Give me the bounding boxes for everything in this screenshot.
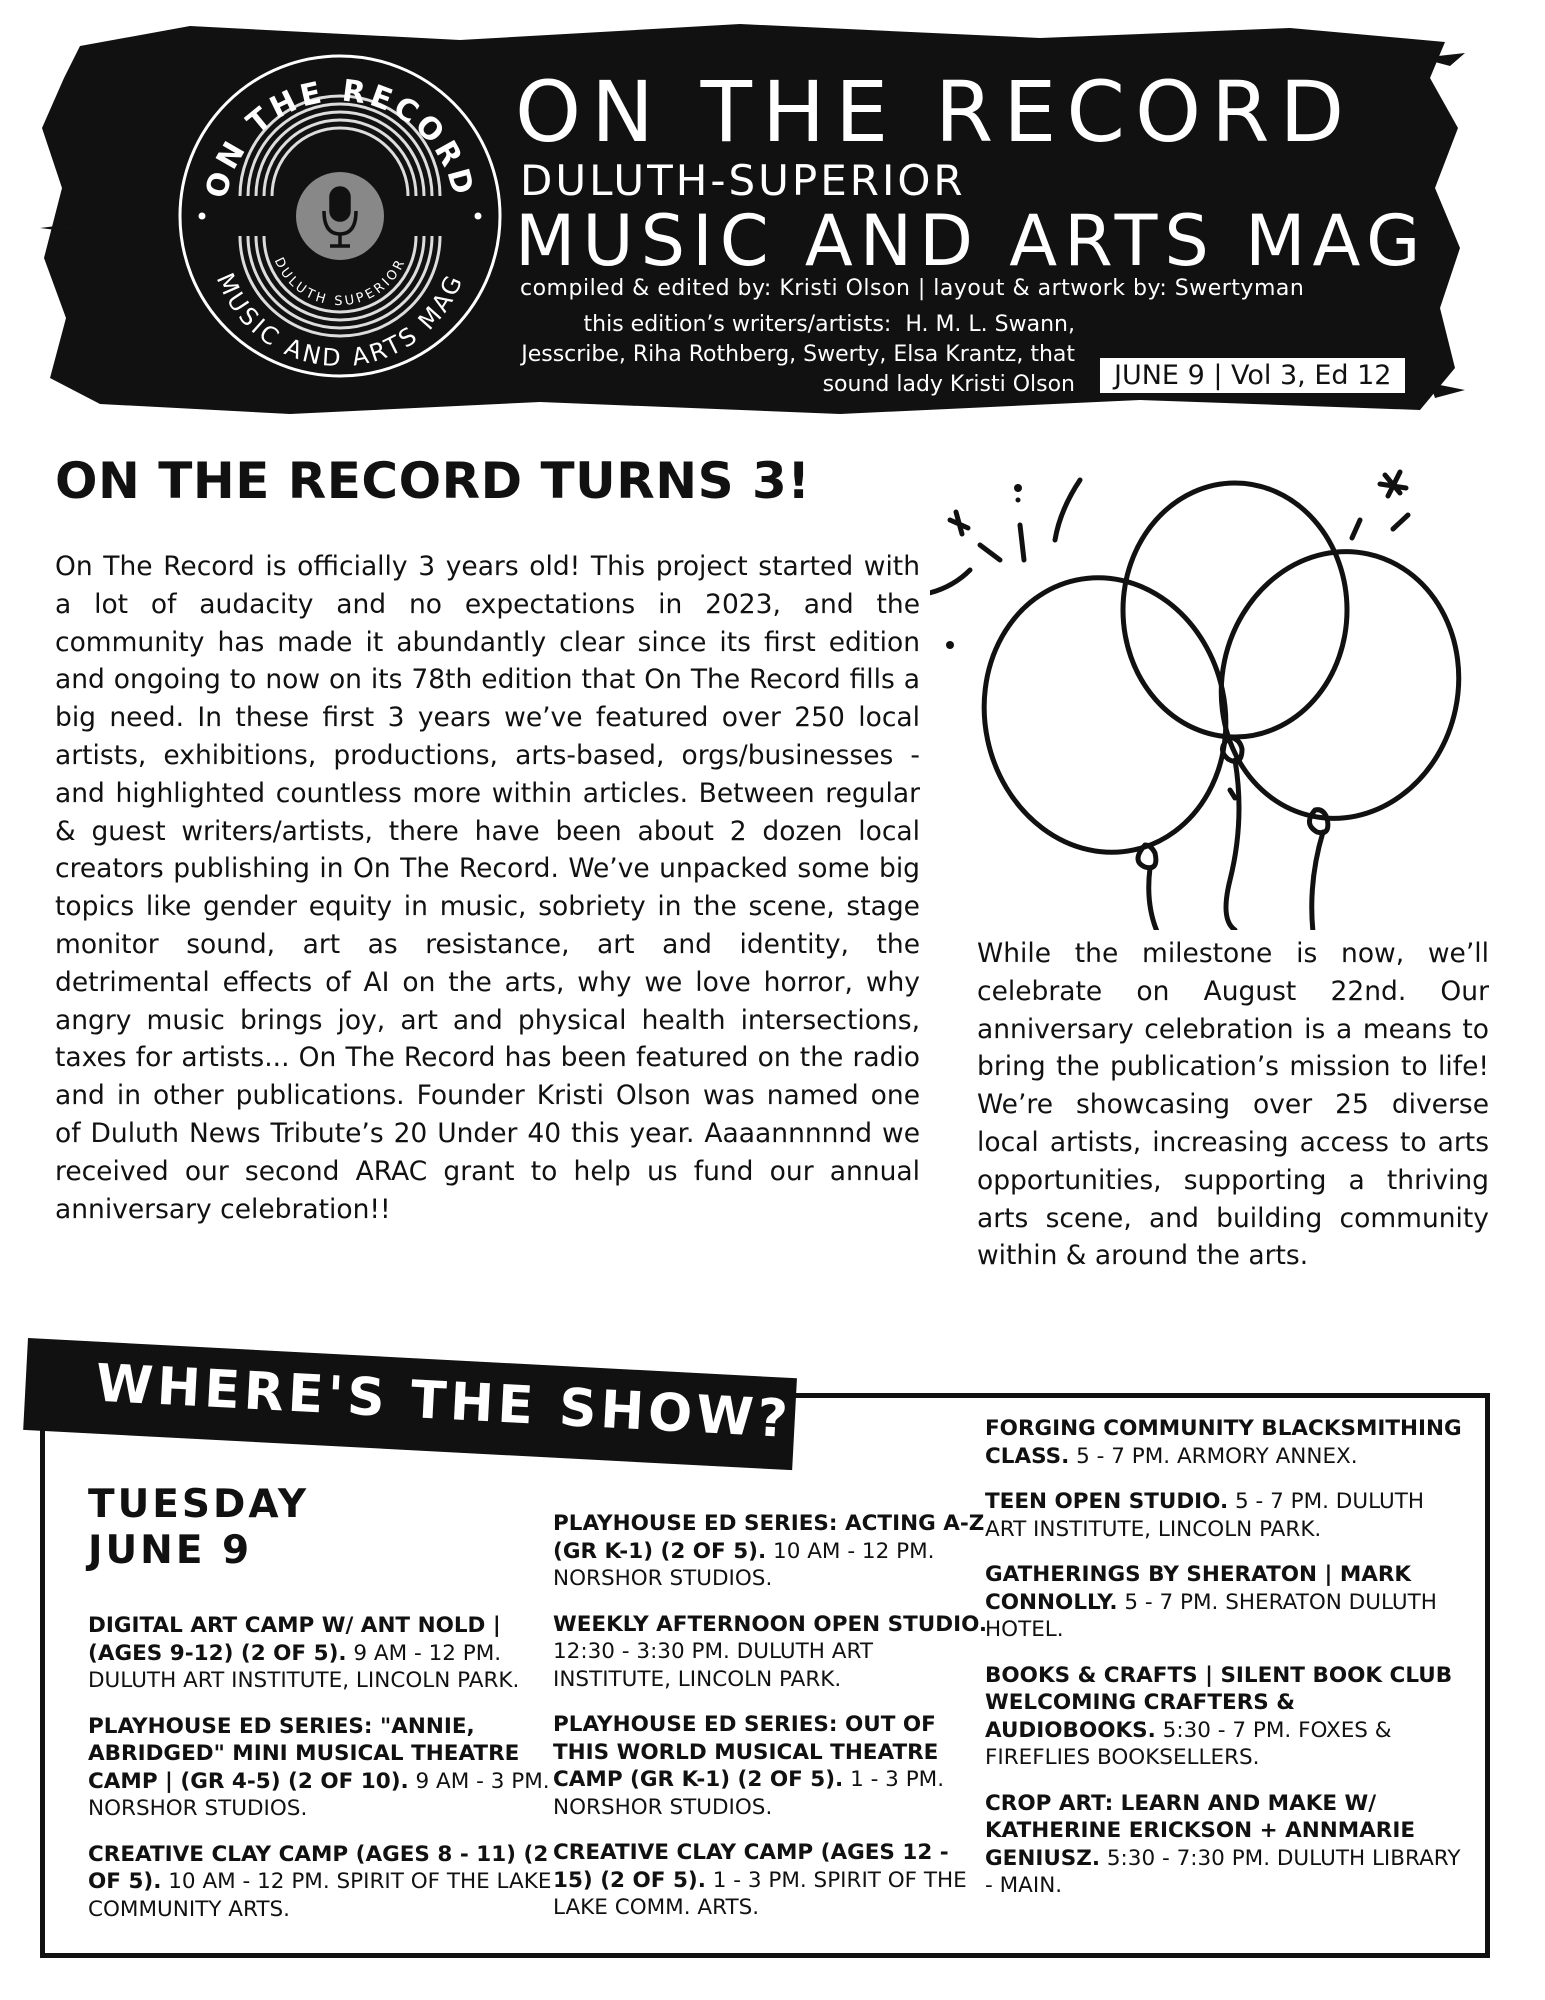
- events-date-heading: [88, 1482, 309, 1574]
- event-details: 10 AM - 12 PM. SPIRIT OF THE LAKE COMMUNITY ARTS.: [88, 1869, 552, 1922]
- event-item: [88, 1612, 558, 1695]
- masthead-mag-title: MUSIC AND ARTS MAG: [515, 200, 1428, 282]
- event-title: PLAYHOUSE ED SERIES: "ANNIE, ABRIDGED" MINI MUSICAL THEATRE CAMP | (GR 4-5) (2 OF 10).: [88, 1713, 520, 1794]
- event-item: [88, 1841, 558, 1924]
- event-title: PLAYHOUSE ED SERIES: OUT OF THIS WORLD MUSICAL THEATRE CAMP (GR K-1) (2 OF 5).: [553, 1712, 939, 1792]
- event-item: [553, 1711, 993, 1821]
- svg-text:MUSIC AND ARTS MAG: MUSIC AND ARTS MAG: [210, 268, 470, 373]
- events-column-2: [553, 1510, 993, 1940]
- masthead-writers: [520, 310, 1075, 400]
- logo-record-icon: [170, 46, 510, 386]
- event-item: [985, 1561, 1465, 1644]
- event-details: 5 - 7 PM. SHERATON DULUTH HOTEL.: [985, 1589, 1437, 1642]
- event-details: 9 AM - 12 PM. DULUTH ART INSTITUTE, LINCOLN PARK.: [88, 1640, 520, 1693]
- events-column-3: [985, 1415, 1465, 1918]
- events-date: JUNE 9: [88, 1528, 253, 1573]
- event-item: [985, 1488, 1465, 1543]
- masthead-credits: compiled & edited by: Kristi Olson | layout & artwork by: Swertyman: [520, 276, 1305, 301]
- event-title: PLAYHOUSE ED SERIES: ACTING A-Z (GR K-1) (2 OF 5).: [553, 1511, 985, 1564]
- event-item: [985, 1662, 1465, 1772]
- event-item: [553, 1839, 993, 1922]
- event-details: 5:30 - 7 PM. FOXES & FIREFLIES BOOKSELLERS.: [985, 1717, 1392, 1770]
- event-item: [985, 1790, 1465, 1900]
- event-details: 12:30 - 3:30 PM. DULUTH ART INSTITUTE, LINCOLN PARK.: [553, 1639, 873, 1692]
- writers-label: this edition’s writers/artists:: [583, 312, 892, 337]
- event-title: GATHERINGS BY SHERATON | MARK CONNOLLY.: [985, 1562, 1412, 1615]
- svg-text:ON THE RECORD: ON THE RECORD: [199, 73, 481, 202]
- event-item: [553, 1611, 993, 1694]
- balloons-icon: [930, 460, 1490, 930]
- event-title: CREATIVE CLAY CAMP (AGES 12 - 15) (2 OF 5).: [553, 1840, 949, 1893]
- svg-text:DULUTH SUPERIOR: DULUTH SUPERIOR: [270, 255, 410, 310]
- masthead-subtitle: DULUTH-SUPERIOR: [520, 156, 966, 205]
- writers-list: H. M. L. Swann, Jesscribe, Riha Rothberg, Swerty, Elsa Krantz, that sound lady Kristi Olson: [521, 312, 1075, 397]
- event-details: 9 AM - 3 PM. NORSHOR STUDIOS.: [88, 1768, 550, 1821]
- event-item: [553, 1510, 993, 1593]
- event-details: 5 - 7 PM. DULUTH ART INSTITUTE, LINCOLN PARK.: [985, 1489, 1425, 1542]
- events-banner-title: WHERE'S THE SHOW?: [94, 1353, 794, 1451]
- article-body-right: While the milestone is now, we’ll celebrate on August 22nd. Our anniversary celebration is a means to bring the publication’s mission to life! We’re showcasing over 25 diverse local artists, increasing access to arts opportunities, supporting a thriving arts scene, and building community within & around the arts.: [977, 938, 1489, 1272]
- event-title: CROP ART: LEARN AND MAKE W/ KATHERINE ERICKSON + ANNMARIE GENIUSZ.: [985, 1790, 1416, 1871]
- masthead-title: ON THE RECORD: [515, 63, 1355, 161]
- event-title: CREATIVE CLAY CAMP (AGES 8 - 11) (2 OF 5).: [88, 1841, 549, 1894]
- event-details: 5 - 7 PM. ARMORY ANNEX.: [1076, 1443, 1358, 1469]
- event-item: [985, 1415, 1465, 1470]
- event-title: WEEKLY AFTERNOON OPEN STUDIO.: [553, 1611, 988, 1637]
- event-item: [88, 1713, 558, 1823]
- event-title: BOOKS & CRAFTS | SILENT BOOK CLUB WELCOMING CRAFTERS & AUDIOBOOKS.: [985, 1662, 1453, 1743]
- event-title: TEEN OPEN STUDIO.: [985, 1489, 1229, 1514]
- masthead: [40, 18, 1465, 418]
- event-title: FORGING COMMUNITY BLACKSMITHING CLASS.: [985, 1416, 1462, 1469]
- article-body-left: On The Record is officially 3 years old! This project started with a lot of audacity and no expectations in 2023, and the community has made it abundantly clear since its first edition and ongoing to now on its 78th edition that On The Record fills a big need. In these first 3 years we’ve featured over 250 local artists, exhibitions, productions, arts-based, orgs/businesses - and highlighted countless more within articles. Between regular & guest writers/artists, there have been about 2 dozen local creators publishing in On The Record. We’ve unpacked some big topics like gender equity in music, sobriety in the scene, stage monitor sound, art as resistance, art and identity, the detrimental effects of AI on the arts, why we love horror, why angry music brings joy, art and physical health intersections, taxes for artists... On The Record has been featured on the radio and in other publications. Founder Kristi Olson was named one of Duluth News Tribute’s 20 Under 40 this year. Aaaannnnnd we received our second ARAC grant to help us fund our annual anniversary celebration!!: [55, 551, 920, 1225]
- events-day: TUESDAY: [88, 1482, 310, 1527]
- events-column-1: [88, 1612, 558, 1941]
- article-headline: ON THE RECORD TURNS 3!: [55, 452, 811, 510]
- event-details: 10 AM - 12 PM. NORSHOR STUDIOS.: [553, 1538, 935, 1591]
- event-title: DIGITAL ART CAMP W/ ANT NOLD | (AGES 9-12) (2 OF 5).: [88, 1613, 501, 1666]
- event-details: 5:30 - 7:30 PM. DULUTH LIBRARY - MAIN.: [985, 1845, 1461, 1898]
- edition-badge: JUNE 9 | Vol 3, Ed 12: [1100, 358, 1405, 393]
- event-details: 1 - 3 PM. NORSHOR STUDIOS.: [553, 1767, 945, 1820]
- event-details: 1 - 3 PM. SPIRIT OF THE LAKE COMM. ARTS.: [553, 1867, 967, 1920]
